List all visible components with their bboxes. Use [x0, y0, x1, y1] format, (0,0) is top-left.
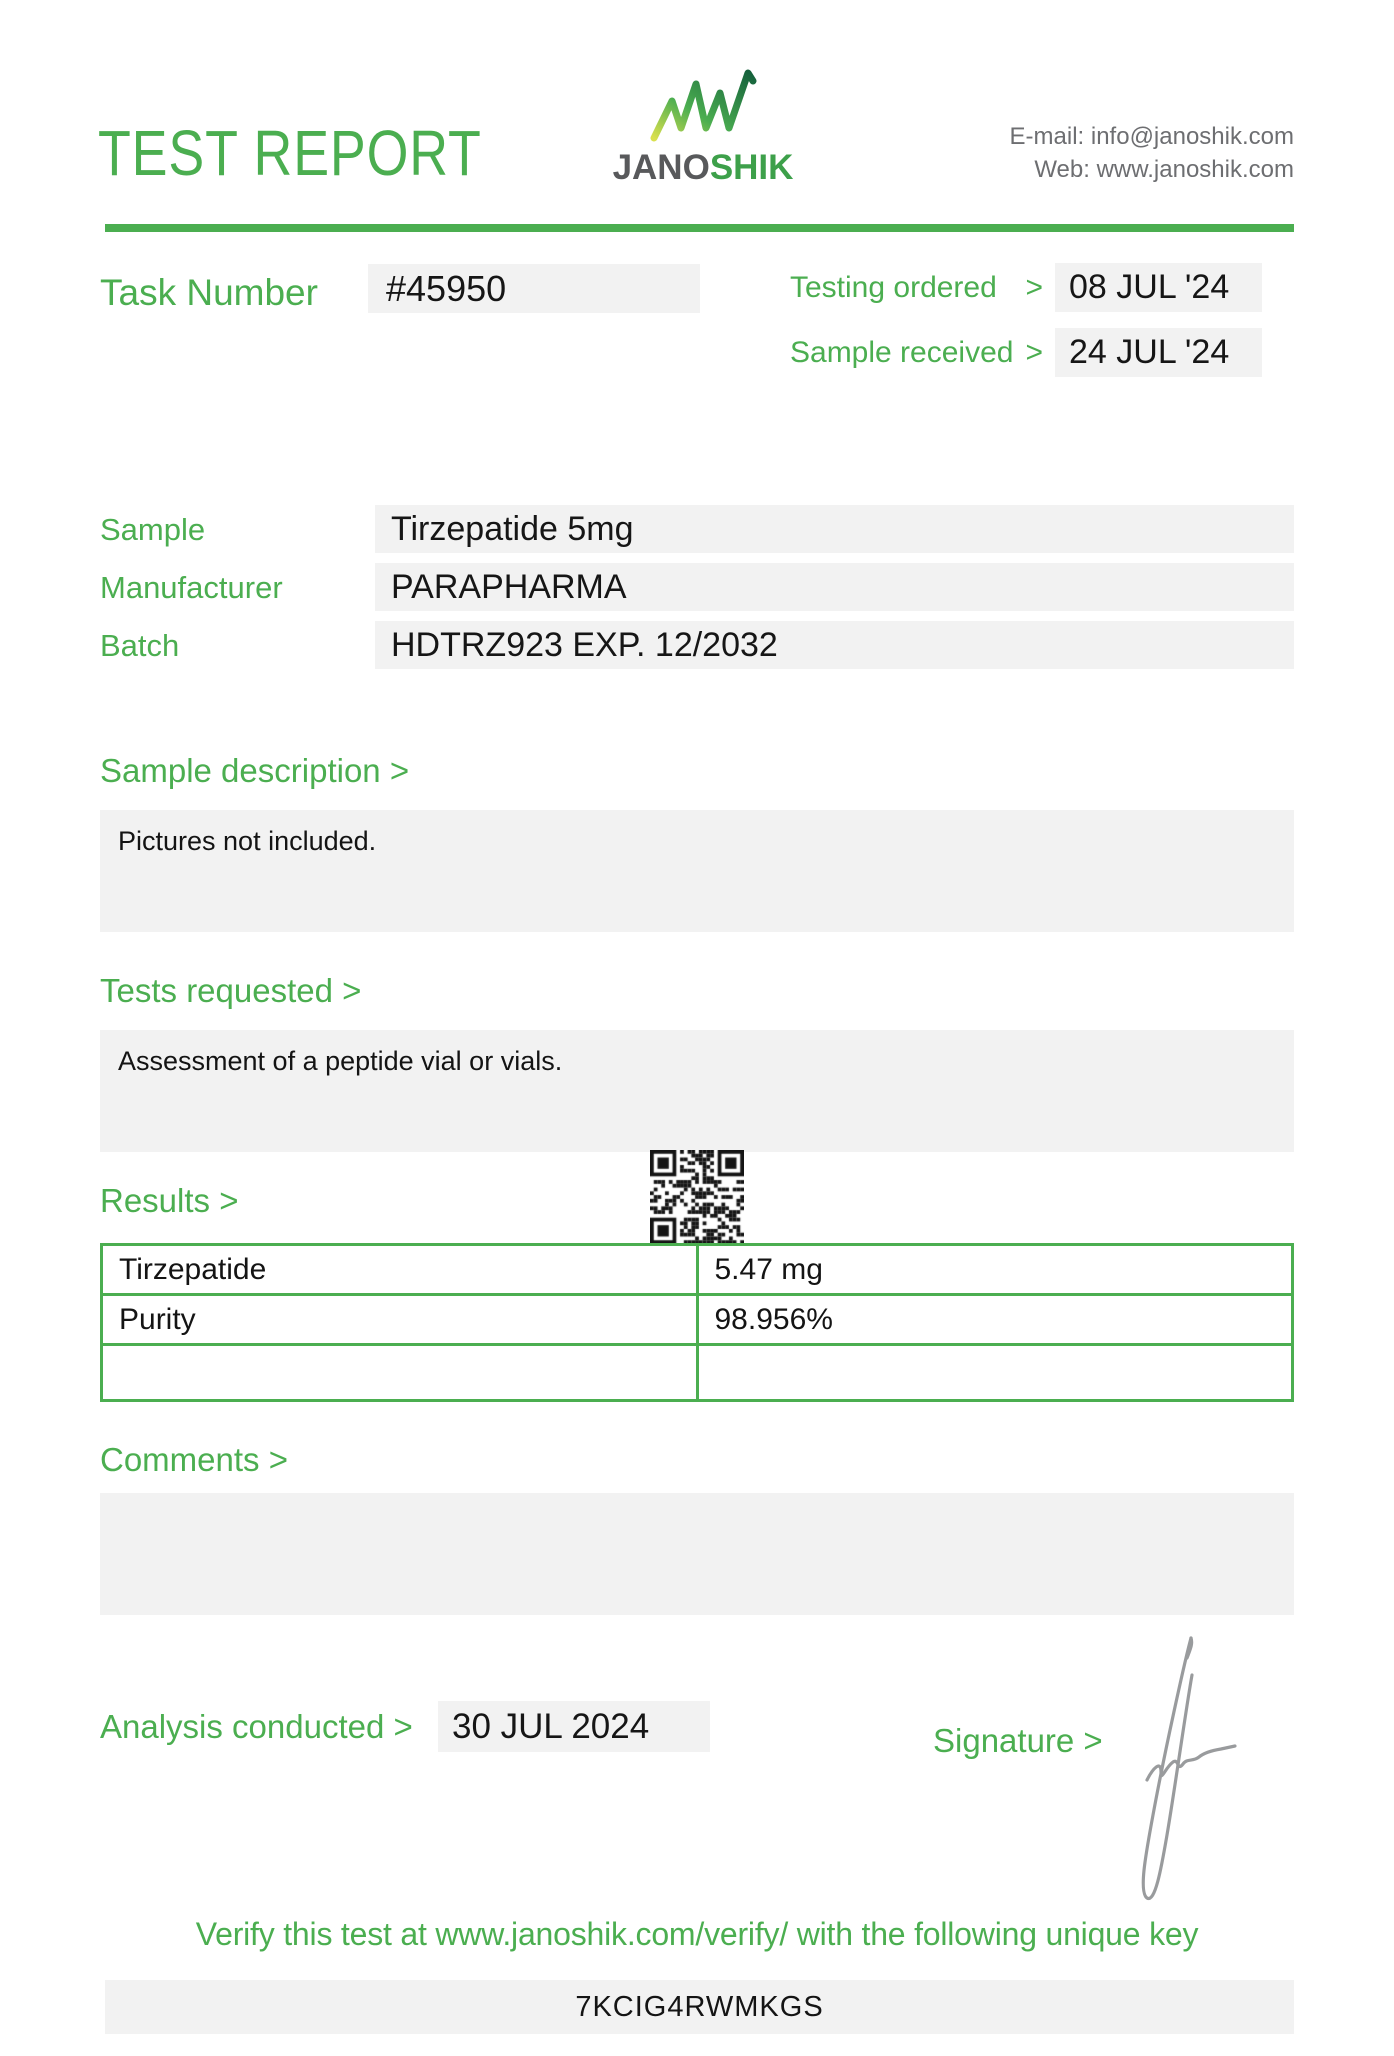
- logo-wordmark-suffix: SHIK: [709, 148, 794, 187]
- chevron-right-icon: >: [1025, 270, 1043, 304]
- task-number-value: #45950: [368, 264, 700, 313]
- sample-received-row: [790, 328, 1262, 377]
- janoshik-logo: [598, 66, 808, 188]
- logo-wordmark: [598, 148, 808, 188]
- chevron-right-icon: >: [1025, 335, 1043, 369]
- sample-label: Sample: [100, 512, 206, 547]
- page-title: TEST REPORT: [98, 117, 482, 189]
- manufacturer-value: PARAPHARMA: [375, 563, 1294, 611]
- logo-wordmark-prefix: JANO: [612, 148, 710, 187]
- sample-description-box: Pictures not included.: [100, 810, 1294, 932]
- tests-requested-heading: Tests requested >: [100, 972, 362, 1009]
- analysis-conducted-label: Analysis conducted >: [100, 1708, 413, 1745]
- manufacturer-label: Manufacturer: [100, 570, 283, 605]
- result-name: [102, 1345, 698, 1401]
- signature-label: Signature >: [933, 1722, 1103, 1759]
- contact-block: [1010, 120, 1294, 186]
- result-name: Purity: [102, 1295, 698, 1345]
- comments-box: [100, 1493, 1294, 1615]
- sample-received-label: Sample received: [790, 335, 1014, 369]
- trend-bar-chart-icon: [647, 66, 759, 144]
- testing-ordered-value: 08 JUL '24: [1055, 263, 1262, 312]
- results-table: [100, 1243, 1294, 1402]
- result-value: 5.47 mg: [697, 1245, 1293, 1295]
- email-label: E-mail:: [1009, 123, 1085, 150]
- verify-key: 7KCIG4RWMKGS: [105, 1980, 1294, 2034]
- contact-email-line: [1010, 120, 1294, 153]
- batch-label: Batch: [100, 628, 180, 663]
- result-value: 98.956%: [697, 1295, 1293, 1345]
- tests-requested-box: Assessment of a peptide vial or vials.: [100, 1030, 1294, 1152]
- sample-description-heading: Sample description >: [100, 752, 410, 789]
- sample-value: Tirzepatide 5mg: [375, 505, 1294, 553]
- result-value: [697, 1345, 1293, 1401]
- results-heading: Results >: [100, 1182, 239, 1219]
- email-value: info@janoshik.com: [1090, 123, 1294, 150]
- testing-ordered-label: Testing ordered: [790, 270, 997, 304]
- comments-heading: Comments >: [100, 1441, 288, 1478]
- qr-code: [650, 1150, 744, 1244]
- verify-instruction: Verify this test at www.janoshik.com/verify/ with the following unique key: [195, 1916, 1199, 1952]
- analysis-conducted-value: 30 JUL 2024: [438, 1701, 710, 1752]
- handwritten-signature: [1095, 1628, 1245, 1918]
- table-row: [102, 1295, 1293, 1345]
- result-name: Tirzepatide: [102, 1245, 698, 1295]
- table-row: [102, 1345, 1293, 1401]
- testing-ordered-row: [790, 263, 1262, 312]
- contact-web-line: [1010, 153, 1294, 186]
- web-value: www.janoshik.com: [1096, 156, 1294, 183]
- table-row: [102, 1245, 1293, 1295]
- batch-value: HDTRZ923 EXP. 12/2032: [375, 621, 1294, 669]
- task-number-label: Task Number: [100, 272, 318, 313]
- sample-received-value: 24 JUL '24: [1055, 328, 1262, 377]
- header-divider: [105, 224, 1294, 232]
- web-label: Web:: [1034, 156, 1090, 183]
